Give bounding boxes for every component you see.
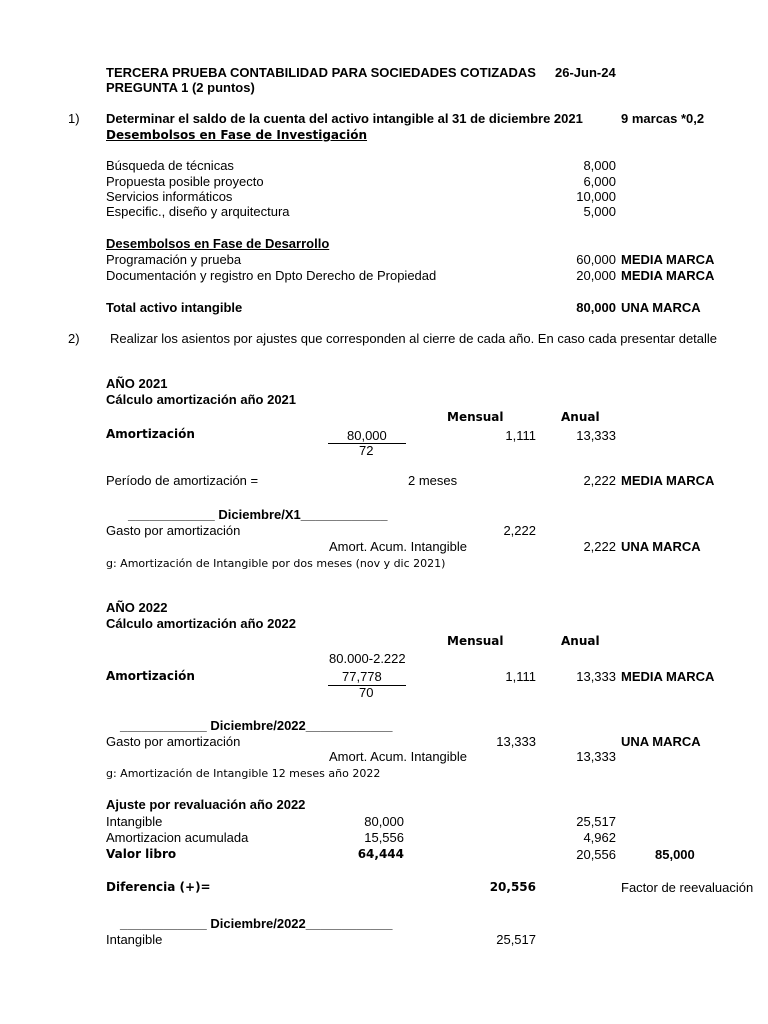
reval-row-value: 15,556 [364,830,404,845]
inv-item-value: 8,000 [583,158,616,173]
period-value: 2 meses [408,473,458,488]
amortization-expression: 80.000-2.222 [329,651,406,666]
annual-value: 13,333 [576,669,616,684]
inv-item-label: Especific., diseño y arquitectura [106,204,290,219]
difference-value: 20,556 [489,880,536,894]
fair-value: 85,000 [655,847,695,862]
debit-amount: 25,517 [496,932,536,947]
credit-mark: UNA MARCA [621,539,701,554]
year-2022-title: AÑO 2022 [106,600,168,615]
total-intangible-mark: UNA MARCA [621,300,701,315]
debit-mark: UNA MARCA [621,734,701,749]
monthly-value: 1,111 [505,669,536,684]
debit-account: Intangible [106,932,163,947]
period-label: Período de amortización = [106,473,259,488]
reval-row-value: 80,000 [364,814,404,829]
revaluation-factor-label: Factor de reevaluación [621,880,754,895]
book-value-amount: 64,444 [357,847,404,861]
inv-item-value: 10,000 [576,189,616,204]
q1-number: 1) [68,111,80,126]
monthly-value: 1,111 [505,428,536,443]
journal-entry-header: ____________ Diciembre/2022____________ [120,916,393,931]
exam-title: TERCERA PRUEBA CONTABILIDAD PARA SOCIEDADES COTIZADAS [106,65,536,80]
reval-row-adjustment: 25,517 [576,814,616,829]
exam-date: 26-Jun-24 [555,65,616,80]
entry-gloss: g: Amortización de Intangible por dos meses (nov y dic 2021) [106,557,446,570]
debit-account: Gasto por amortización [106,734,241,749]
reval-row-label: Intangible [106,814,163,829]
entry-gloss: g: Amortización de Intangible 12 meses año 2022 [106,767,381,780]
q2-number: 2) [68,331,80,346]
amortization-mark: MEDIA MARCA [621,669,715,684]
investigation-title: Desembolsos en Fase de Investigación [106,128,368,142]
fraction-numerator: 77,778 [342,669,382,684]
debit-amount: 2,222 [503,523,536,538]
inv-item-label: Servicios informáticos [106,189,233,204]
col-annual-header: Anual [561,634,600,648]
inv-item-label: Búsqueda de técnicas [106,158,234,173]
period-amount: 2,222 [583,473,616,488]
q2-text: Realizar los asientos por ajustes que corresponden al cierre de cada año. En caso cada presentar detalle [110,331,718,346]
year-2021-calc-title: Cálculo amortización año 2021 [106,392,297,407]
book-value-label: Valor libro [106,847,177,861]
fraction-denominator: 72 [359,443,374,458]
journal-entry-header: ____________ Diciembre/X1____________ [128,507,388,522]
credit-amount: 2,222 [583,539,616,554]
credit-account: Amort. Acum. Intangible [329,749,468,764]
fraction-numerator: 80,000 [347,428,387,443]
dev-item-mark: MEDIA MARCA [621,268,715,283]
col-monthly-header: Mensual [447,634,504,648]
total-intangible-label: Total activo intangible [106,300,243,315]
inv-item-value: 5,000 [583,204,616,219]
credit-amount: 13,333 [576,749,616,764]
q1-text: Determinar el saldo de la cuenta del activo intangible al 31 de diciembre 2021 [106,111,583,126]
period-mark: MEDIA MARCA [621,473,715,488]
amortization-label: Amortización [106,669,195,683]
dev-item-value: 60,000 [576,252,616,267]
inv-item-value: 6,000 [583,174,616,189]
development-title: Desembolsos en Fase de Desarrollo [106,236,330,251]
debit-account: Gasto por amortización [106,523,241,538]
col-annual-header: Anual [561,410,600,424]
question-heading: PREGUNTA 1 (2 puntos) [106,80,255,95]
dev-item-label: Documentación y registro en Dpto Derecho de Propiedad [106,268,437,283]
dev-item-value: 20,000 [576,268,616,283]
credit-account: Amort. Acum. Intangible [329,539,468,554]
amortization-label: Amortización [106,427,195,441]
year-2021-title: AÑO 2021 [106,376,168,391]
q1-marks: 9 marcas *0,2 [621,111,705,126]
revaluation-title: Ajuste por revaluación año 2022 [106,797,306,812]
reval-row-label: Amortizacion acumulada [106,830,249,845]
debit-amount: 13,333 [496,734,536,749]
fraction-denominator: 70 [359,685,374,700]
difference-label: Diferencia (+)= [106,880,211,894]
dev-item-mark: MEDIA MARCA [621,252,715,267]
book-value-adjustment: 20,556 [576,847,616,862]
total-intangible-value: 80,000 [576,300,616,315]
inv-item-label: Propuesta posible proyecto [106,174,264,189]
col-monthly-header: Mensual [447,410,504,424]
dev-item-label: Programación y prueba [106,252,242,267]
reval-row-adjustment: 4,962 [583,830,616,845]
year-2022-calc-title: Cálculo amortización año 2022 [106,616,297,631]
journal-entry-header: ____________ Diciembre/2022____________ [120,718,393,733]
annual-value: 13,333 [576,428,616,443]
